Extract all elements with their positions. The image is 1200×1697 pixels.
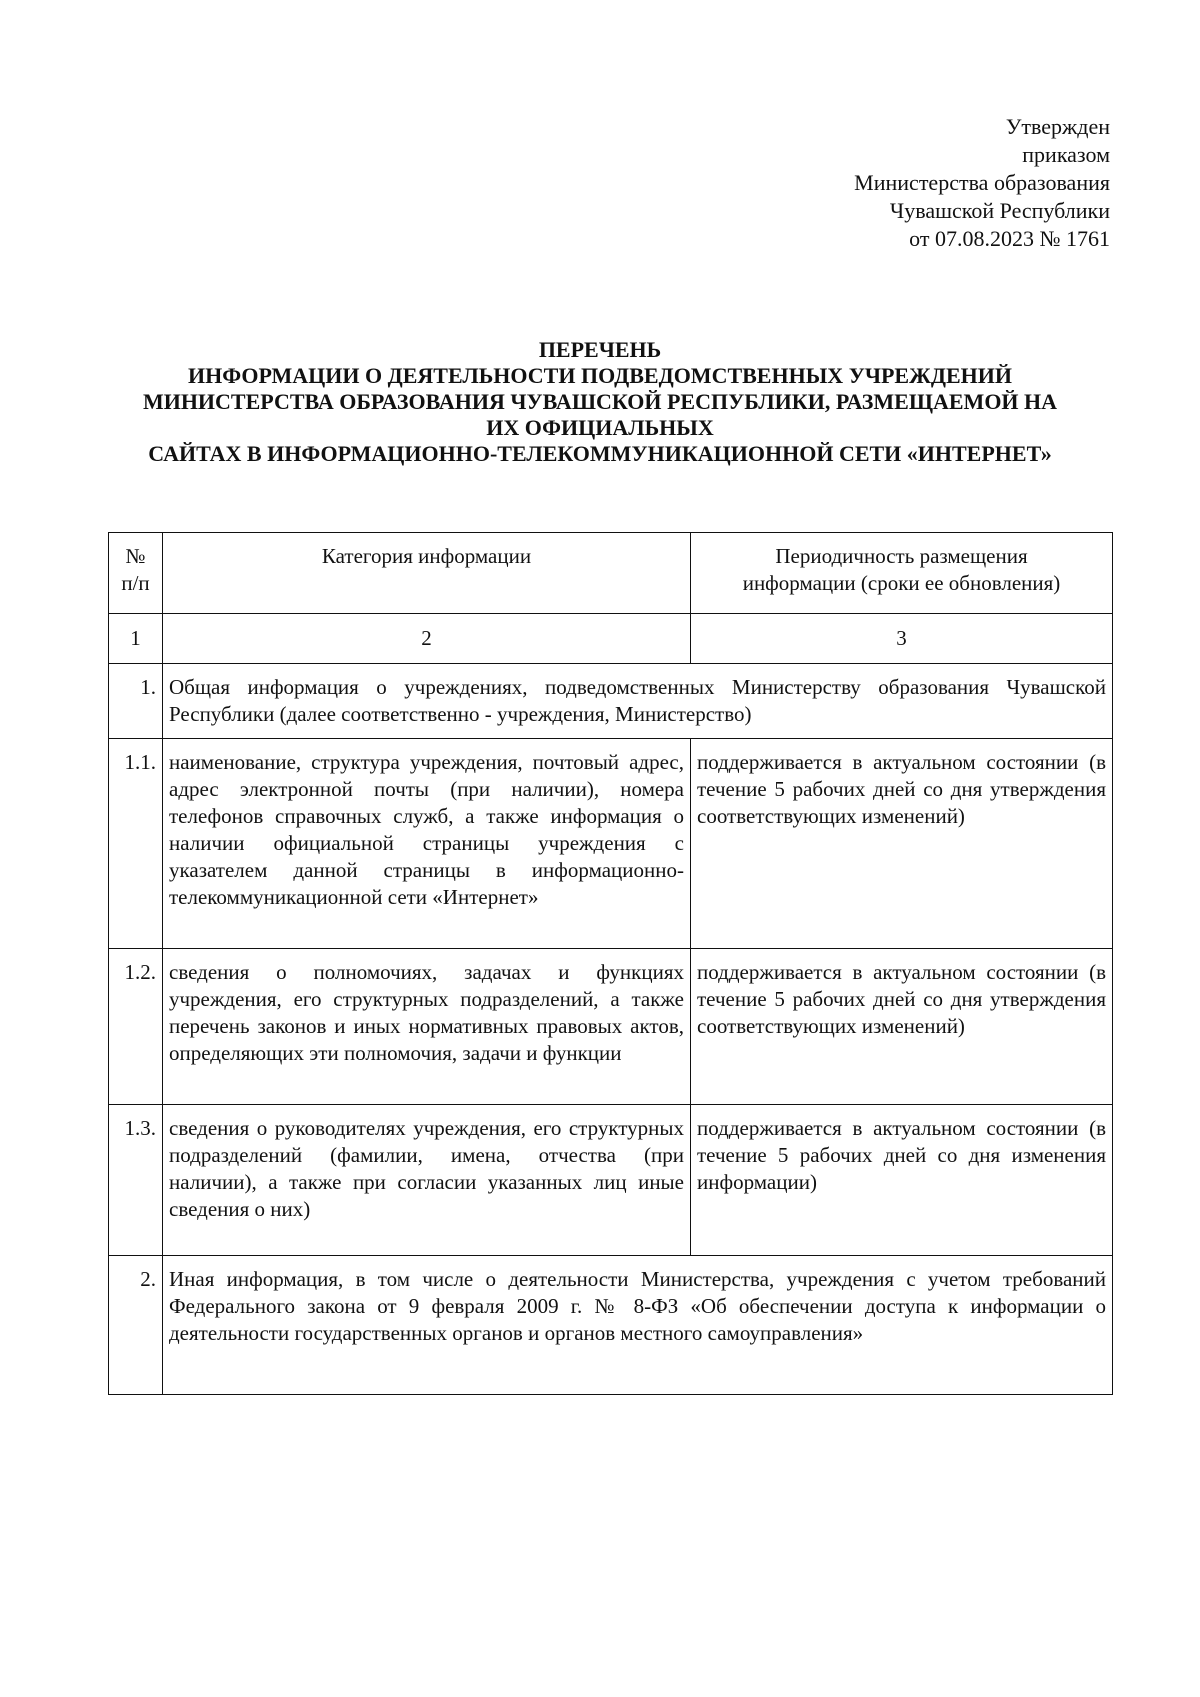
section-text: Иная информация, в том числе о деятельности Министерства, учреждения с учетом требований Федерального закона от 9 февраля 2009 г. № 8-ФЗ «Об обеспечении доступа к информации о деятельности государственных органов и органов местного самоуправления» — [163, 1256, 1113, 1395]
header-period-line: Периодичность размещения — [775, 544, 1028, 568]
title-line: САЙТАХ В ИНФОРМАЦИОННО-ТЕЛЕКОММУНИКАЦИОННОЙ СЕТИ «ИНТЕРНЕТ» — [148, 441, 1052, 466]
row-period: поддерживается в актуальном состоянии (в течение 5 рабочих дней со дня утверждения соответствующих изменений) — [691, 949, 1113, 1105]
header-category: Категория информации — [163, 533, 691, 614]
information-list-table — [108, 532, 1113, 1395]
title-line: МИНИСТЕРСТВА ОБРАЗОВАНИЯ ЧУВАШСКОЙ РЕСПУБЛИКИ, РАЗМЕЩАЕМОЙ НА — [142, 389, 1058, 414]
column-index-row — [109, 614, 1113, 664]
approval-line: Утвержден — [1005, 114, 1110, 139]
row-category: сведения о полномочиях, задачах и функциях учреждения, его структурных подразделений, а также перечень законов и иных нормативных правовых актов, определяющих эти полномочия, задачи и функции — [163, 949, 691, 1105]
row-number: 1.3. — [109, 1105, 163, 1256]
section-number: 1. — [109, 664, 163, 739]
approval-date-number: от 07.08.2023 № 1761 — [909, 226, 1110, 251]
title-line: ПЕРЕЧЕНЬ — [538, 337, 662, 362]
title-line: ИНФОРМАЦИИ О ДЕЯТЕЛЬНОСТИ ПОДВЕДОМСТВЕННЫХ УЧРЕЖДЕНИЙ — [187, 363, 1013, 388]
table-row — [109, 1105, 1113, 1256]
row-number: 1.2. — [109, 949, 163, 1105]
section-text: Общая информация о учреждениях, подведомственных Министерству образования Чувашской Республики (далее соответственно - учреждения, Министерство) — [163, 664, 1113, 739]
header-period — [691, 533, 1113, 614]
header-period-line: информации (сроки ее обновления) — [742, 571, 1061, 595]
table-header-row — [109, 533, 1113, 614]
row-period: поддерживается в актуальном состоянии (в течение 5 рабочих дней со дня изменения информации) — [691, 1105, 1113, 1256]
approval-stamp — [854, 113, 1110, 253]
approval-line: приказом — [1022, 142, 1110, 167]
approval-line: Чувашской Республики — [889, 198, 1110, 223]
table-row — [109, 739, 1113, 949]
column-index: 2 — [163, 614, 691, 664]
section-number: 2. — [109, 1256, 163, 1395]
header-number-line: № — [125, 544, 146, 568]
section-row — [109, 664, 1113, 739]
column-index: 1 — [109, 614, 163, 664]
row-period: поддерживается в актуальном состоянии (в течение 5 рабочих дней со дня утверждения соответствующих изменений) — [691, 739, 1113, 949]
title-line: ИХ ОФИЦИАЛЬНЫХ — [486, 415, 714, 440]
column-index: 3 — [691, 614, 1113, 664]
header-number — [109, 533, 163, 614]
table-row — [109, 949, 1113, 1105]
row-category: сведения о руководителях учреждения, его структурных подразделений (фамилии, имена, отчества (при наличии), а также при согласии указанных лиц иные сведения о них) — [163, 1105, 691, 1256]
section-row — [109, 1256, 1113, 1395]
document-title — [100, 337, 1100, 467]
header-number-line: п/п — [121, 571, 150, 595]
row-number: 1.1. — [109, 739, 163, 949]
row-category: наименование, структура учреждения, почтовый адрес, адрес электронной почты (при наличии), номера телефонов справочных служб, а также информация о наличии официальной страницы учреждения с указателем данной страницы в информационно-телекоммуникационной сети «Интернет» — [163, 739, 691, 949]
approval-line: Министерства образования — [854, 170, 1110, 195]
